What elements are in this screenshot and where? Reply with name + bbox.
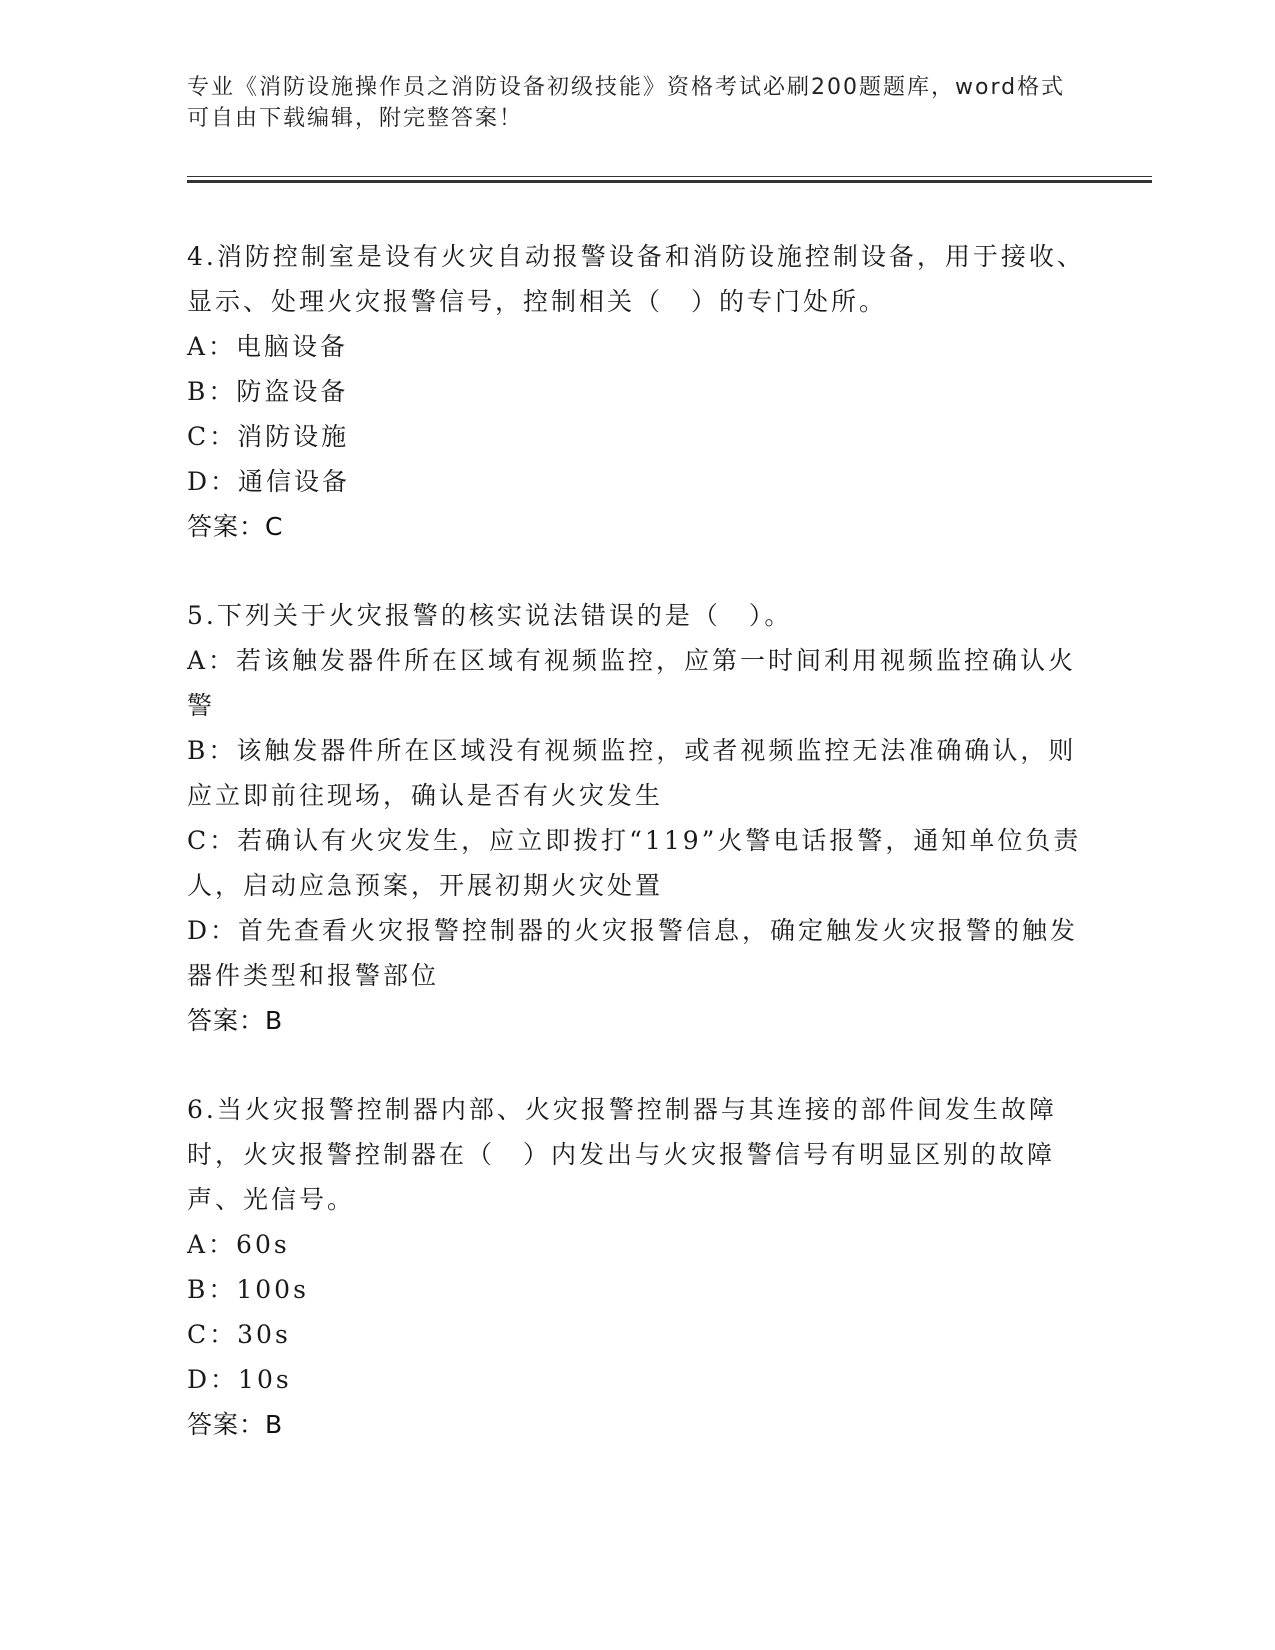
answer-line: 答案：C [187,512,284,541]
header-divider-thick [187,180,1152,183]
option-a: A：若该触发器件所在区域有视频监控，应第一时间利用视频监控确认火警 [187,646,1077,720]
option-d: D：通信设备 [187,467,351,496]
header-divider-thin [187,176,1152,177]
answer-line: 答案：B [187,1006,284,1035]
option-c: C：若确认有火灾发生，应立即拨打“119”火警电话报警，通知单位负责人，启动应急预案，开展初期火灾处置 [187,826,1082,900]
option-b: B：防盗设备 [187,377,349,406]
option-d: D：首先查看火灾报警控制器的火灾报警信息，确定触发火灾报警的触发器件类型和报警部位 [187,916,1079,990]
answer-line: 答案：B [187,1410,284,1439]
option-c: C：30s [187,1320,291,1349]
question-list [187,234,1087,1491]
question-text: 5.下列关于火灾报警的核实说法错误的是（ ）。 [187,601,793,630]
option-b: B：100s [187,1275,309,1304]
question-6 [187,1087,1087,1447]
option-b: B：该触发器件所在区域没有视频监控，或者视频监控无法准确确认，则应立即前往现场，确认是否有火灾发生 [187,736,1077,810]
question-4 [187,234,1087,549]
question-text: 6.当火灾报警控制器内部、火灾报警控制器与其连接的部件间发生故障时，火灾报警控制器在（ ）内发出与火灾报警信号有明显区别的故障声、光信号。 [187,1095,1057,1214]
document-header: 专业《消防设施操作员之消防设备初级技能》资格考试必刷200题题库，word格式可自由下载编辑，附完整答案！ [187,75,1066,131]
question-5 [187,593,1087,1043]
option-a: A：电脑设备 [187,332,349,361]
option-d: D：10s [187,1365,292,1394]
option-a: A：60s [187,1230,290,1259]
question-text: 4.消防控制室是设有火灾自动报警设备和消防设施控制设备，用于接收、显示、处理火灾报警信号，控制相关（ ）的专门处所。 [187,242,1085,316]
option-c: C：消防设施 [187,422,350,451]
